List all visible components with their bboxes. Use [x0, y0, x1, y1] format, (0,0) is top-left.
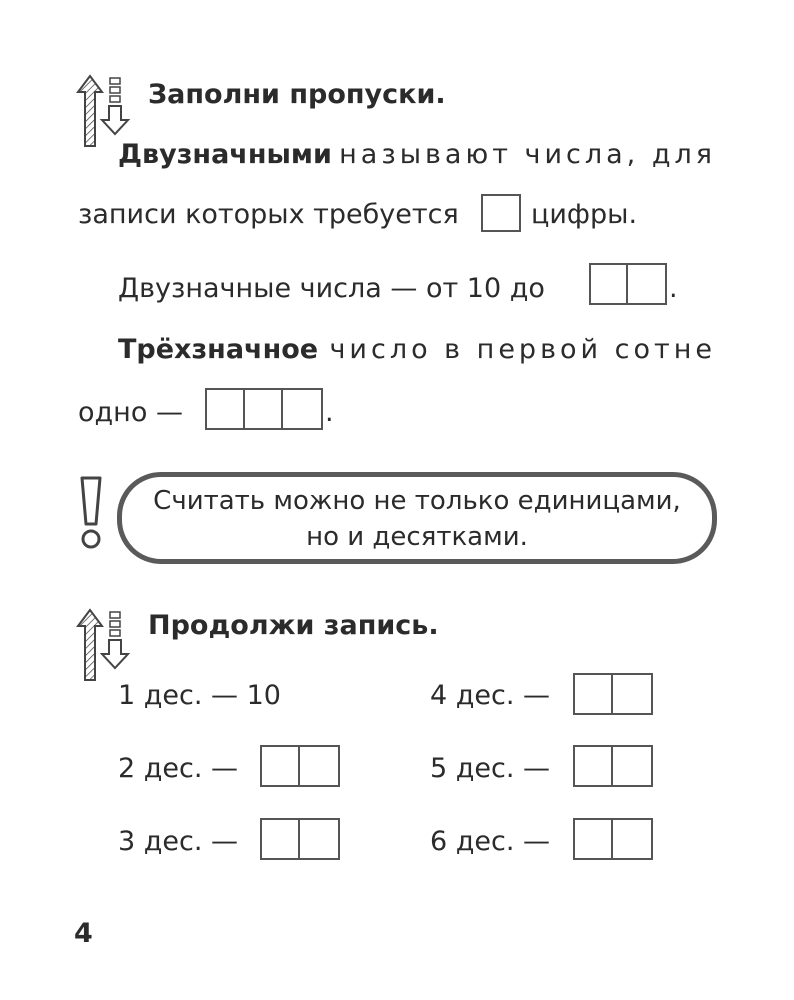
- line4-rest: число в первой сотне: [329, 334, 716, 365]
- line2-after: цифры.: [531, 199, 638, 230]
- answer-box-three-digit[interactable]: [205, 388, 323, 430]
- answer-box-max-two-digit[interactable]: [589, 263, 667, 305]
- task2-heading: Продолжи запись.: [148, 610, 439, 641]
- row-1-label: 1 дес. — 10: [118, 680, 281, 711]
- line5-after: .: [325, 397, 334, 428]
- line1-rest: называют числа, для: [339, 139, 716, 170]
- row-3-label: 3 дес. —: [118, 826, 239, 857]
- term-three-digit: Трёхзначное: [118, 334, 319, 365]
- answer-box-3-dec[interactable]: [260, 818, 340, 860]
- answer-box-digits-count[interactable]: [481, 194, 521, 232]
- row-2-label: 2 дес. —: [118, 753, 239, 784]
- answer-box-4-dec[interactable]: [573, 673, 653, 715]
- line2-before: записи которых требуется: [78, 199, 459, 230]
- task1-line4: [118, 334, 716, 366]
- note-line-1: Считать можно не только единицами,: [153, 486, 681, 516]
- note-callout: [117, 472, 717, 564]
- answer-box-5-dec[interactable]: [573, 745, 653, 787]
- exclamation-icon: [78, 476, 106, 552]
- row-6-label: 6 дес. —: [430, 826, 551, 857]
- line3-after: .: [669, 273, 678, 304]
- task1-heading: Заполни пропуски.: [148, 79, 446, 110]
- row-5-label: 5 дес. —: [430, 753, 551, 784]
- note-line-2: но и десятками.: [306, 522, 528, 552]
- page-number: 4: [74, 918, 93, 949]
- line5-before: одно —: [78, 397, 183, 428]
- line3-before: Двузначные числа — от 10 до: [118, 273, 545, 304]
- term-two-digit: Двузначными: [118, 139, 332, 170]
- answer-box-2-dec[interactable]: [260, 745, 340, 787]
- answer-box-6-dec[interactable]: [573, 818, 653, 860]
- task1-line1: [118, 139, 716, 171]
- up-down-arrows-icon: [76, 608, 132, 684]
- row-4-label: 4 дес. —: [430, 680, 551, 711]
